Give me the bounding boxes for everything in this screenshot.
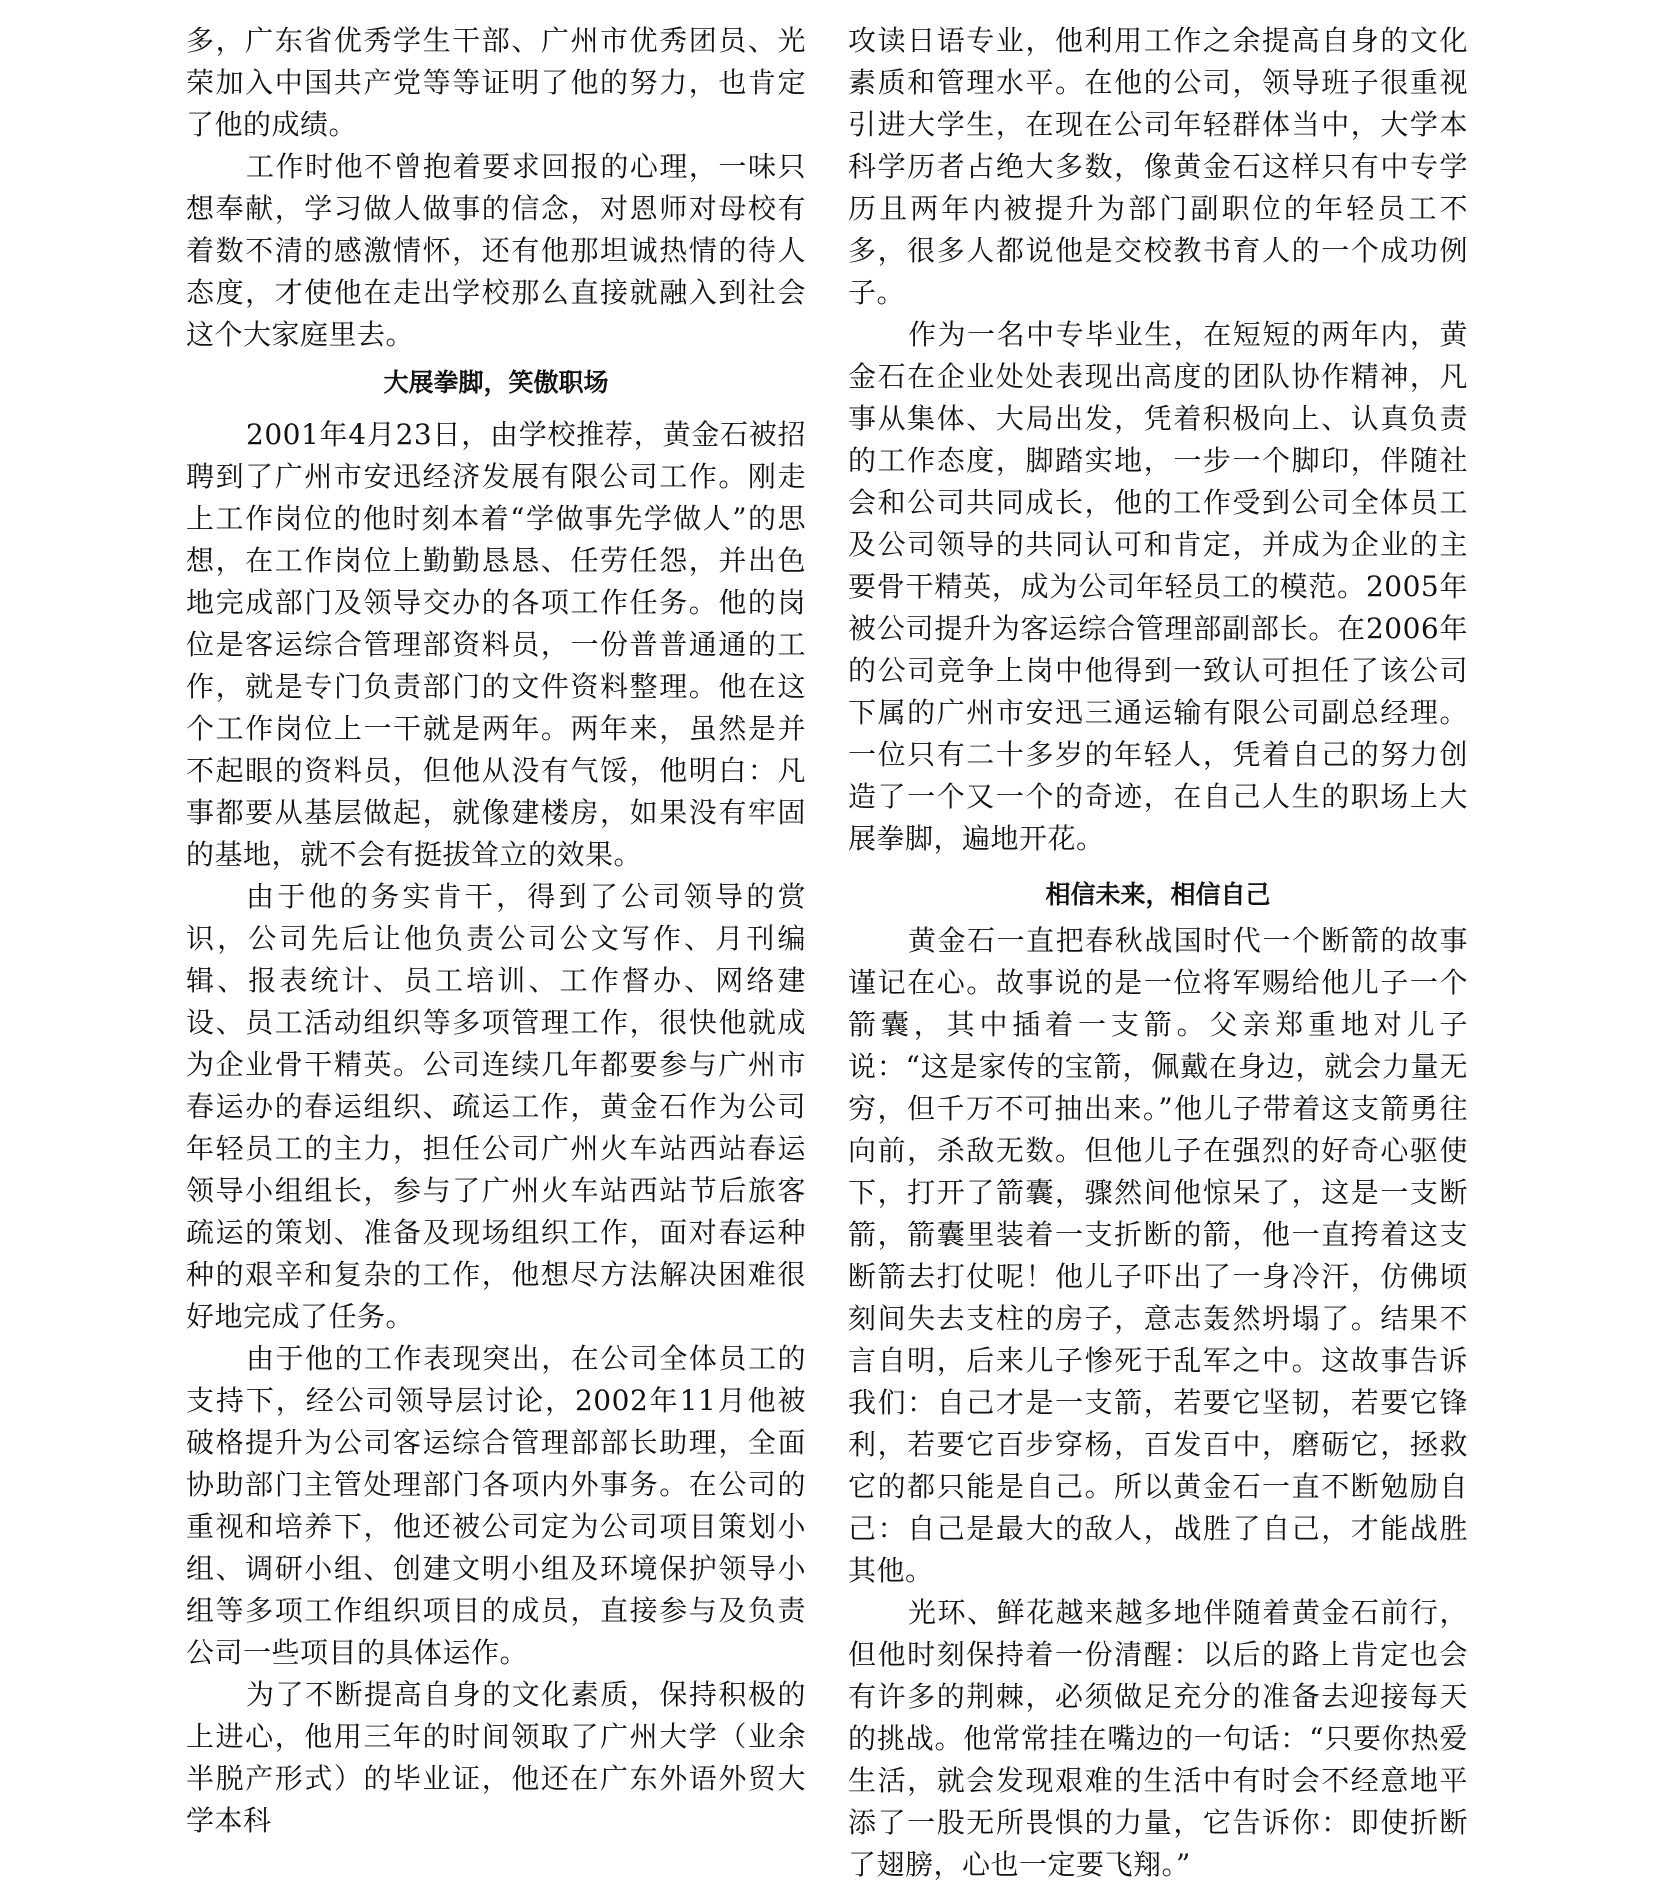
right-column [848,20,1468,1886]
paragraph: 光环、鲜花越来越多地伴随着黄金石前行，但他时刻保持着一份清醒：以后的路上肯定也会有许多的荆棘，必须做足充分的准备去迎接每天的挑战。他常常挂在嘴边的一句话：“只要你热爱生活，就会发现艰难的生活中有时会不经意地平添了一股无所畏惧的力量，它告诉你：即使折断了翅膀，心也一定要飞翔。” [848,1596,1468,1881]
paragraph: 黄金石一直把春秋战国时代一个断箭的故事谨记在心。故事说的是一位将军赐给他儿子一个箭囊，其中插着一支箭。父亲郑重地对儿子说：“这是家传的宝箭，佩戴在身边，就会力量无穷，但千万不可抽出来。”他儿子带着这支箭勇往向前，杀敌无数。但他儿子在强烈的好奇心驱使下，打开了箭囊，骤然间他惊呆了，这是一支断箭，箭囊里装着一支折断的箭，他一直挎着这支断箭去打仗呢！他儿子吓出了一身冷汗，仿佛顷刻间失去支柱的房子，意志轰然坍塌了。结果不言自明，后来儿子惨死于乱军之中。这故事告诉我们：自己才是一支箭，若要它坚韧，若要它锋利，若要它百步穿杨，百发百中，磨砺它，拯救它的都只能是自己。所以黄金石一直不断勉励自己：自己是最大的敌人，战胜了自己，才能战胜其他。 [848,924,1468,1587]
paragraph: 由于他的工作表现突出，在公司全体员工的支持下，经公司领导层讨论，2002年11月他被破格提升为公司客运综合管理部部长助理，全面协助部门主管处理部门各项内外事务。在公司的重视和培养下，他还被公司定为公司项目策划小组、调研小组、创建文明小组及环境保护领导小组等多项工作组织项目的成员，直接参与及负责公司一些项目的具体运作。 [186,1342,806,1669]
left-column [186,20,806,1842]
paragraph: 多，广东省优秀学生干部、广州市优秀团员、光荣加入中国共产党等等证明了他的努力，也肯定了他的成绩。 [186,24,806,141]
paragraph: 作为一名中专毕业生，在短短的两年内，黄金石在企业处处表现出高度的团队协作精神，凡事从集体、大局出发，凭着积极向上、认真负责的工作态度，脚踏实地，一步一个脚印，伴随社会和公司共同成长，他的工作受到公司全体员工及公司领导的共同认可和肯定，并成为企业的主要骨干精英，成为公司年轻员工的模范。2005年被公司提升为客运综合管理部副部长。在2006年的公司竞争上岗中他得到一致认可担任了该公司下属的广州市安迅三通运输有限公司副总经理。一位只有二十多岁的年轻人，凭着自己的努力创造了一个又一个的奇迹，在自己人生的职场上大展拳脚，遍地开花。 [848,318,1468,855]
paragraph: 2001年4月23日，由学校推荐，黄金石被招聘到了广州市安迅经济发展有限公司工作。刚走上工作岗位的他时刻本着“学做事先学做人”的思想，在工作岗位上勤勤恳恳、任劳任怨，并出色地完成部门及领导交办的各项工作任务。他的岗位是客运综合管理部资料员，一份普普通通的工作，就是专门负责部门的文件资料整理。他在这个工作岗位上一干就是两年。两年来，虽然是并不起眼的资料员，但他从没有气馁，他明白：凡事都要从基层做起，就像建楼房，如果没有牢固的基地，就不会有挺拔耸立的效果。 [186,418,806,871]
paragraph: 攻读日语专业，他利用工作之余提高自身的文化素质和管理水平。在他的公司，领导班子很重视引进大学生，在现在公司年轻群体当中，大学本科学历者占绝大多数，像黄金石这样只有中专学历且两年内被提升为部门副职位的年轻员工不多，很多人都说他是交校教书育人的一个成功例子。 [848,24,1468,309]
paragraph: 由于他的务实肯干，得到了公司领导的赏识，公司先后让他负责公司公文写作、月刊编辑、报表统计、员工培训、工作督办、网络建设、员工活动组织等多项管理工作，很快他就成为企业骨干精英。公司连续几年都要参与广州市春运办的春运组织、疏运工作，黄金石作为公司年轻员工的主力，担任公司广州火车站西站春运领导小组组长，参与了广州火车站西站节后旅客疏运的策划、准备及现场组织工作，面对春运种种的艰辛和复杂的工作，他想尽方法解决困难很好地完成了任务。 [186,880,806,1333]
paragraph: 为了不断提高自身的文化素质，保持积极的上进心，他用三年的时间领取了广州大学（业余半脱产形式）的毕业证，他还在广东外语外贸大学本科 [186,1678,806,1837]
section-heading: 相信未来，相信自己 [1045,880,1271,909]
paragraph: 工作时他不曾抱着要求回报的心理，一味只想奉献，学习做人做事的信念，对恩师对母校有着数不清的感激情怀，还有他那坦诚热情的待人态度，才使他在走出学校那么直接就融入到社会这个大家庭里去。 [186,150,806,351]
section-heading: 大展拳脚，笑傲职场 [383,368,609,397]
